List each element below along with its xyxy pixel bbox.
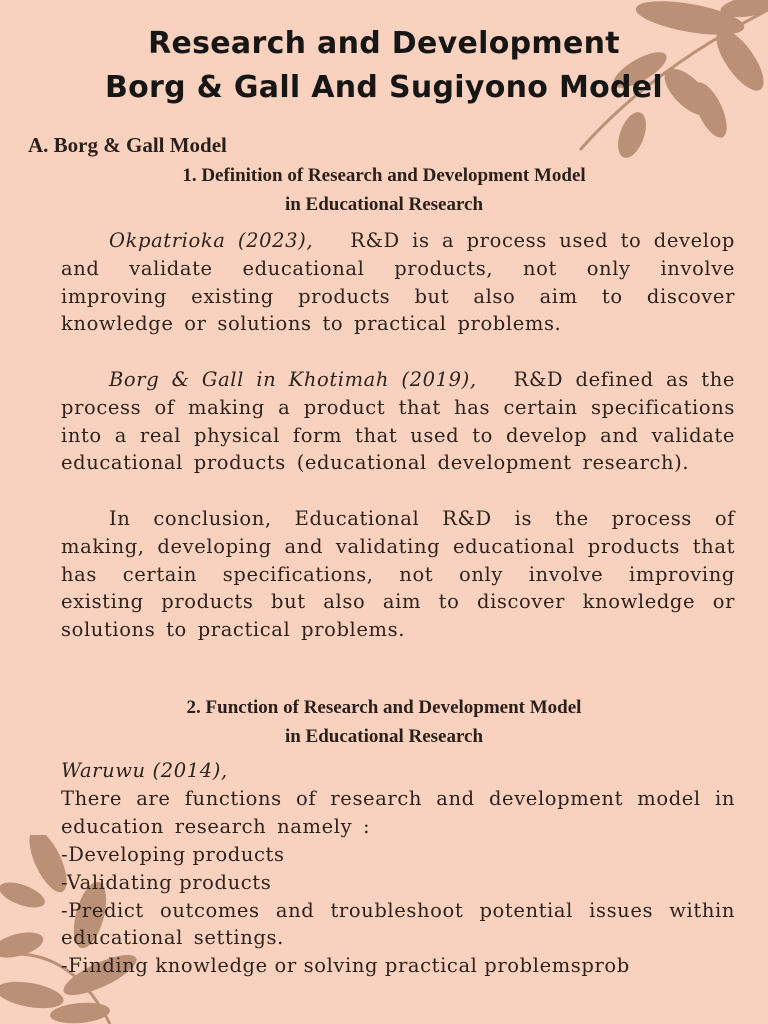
- citation: Okpatrioka (2023),: [109, 229, 314, 252]
- function-citation: Waruwu (2014),: [61, 759, 228, 782]
- citation: Borg & Gall in Khotimah (2019),: [109, 368, 477, 391]
- function-intro: There are functions of research and development model in education research namely :: [61, 787, 735, 838]
- definition-paragraph-1: [61, 227, 735, 338]
- subsection-1-heading-cont: in Educational Research: [284, 194, 484, 215]
- section-a-heading: A. Borg & Gall Model: [28, 133, 227, 157]
- subsection-2-heading: 2. Function of Research and Development Model: [186, 697, 582, 718]
- subsection-1-heading: 1. Definition of Research and Development Model: [182, 165, 586, 186]
- list-item: -Validating products: [61, 870, 272, 894]
- list-item: -Predict outcomes and troubleshoot potential issues within educational settings.: [61, 898, 735, 950]
- paragraph-text: In conclusion, Educational R&D is the process of making, developing and validating educational products that has certain specifications, not only involve improving existing products but also aim to discover knowledge or solutions to practical problems.: [61, 507, 735, 642]
- definition-paragraph-2: [61, 366, 735, 477]
- list-item: -Finding knowledge or solving practical problemsprob: [61, 954, 630, 978]
- paragraph-text: R&D is a process used to develop and validate educational products, not only involve improving existing products but also aim to discover knowledge or solutions to practical problems.: [61, 229, 735, 336]
- paragraph-text: R&D defined as the process of making a product that has certain specifications into a real physical form that used to develop and validate educational products (educational development research).: [61, 368, 735, 475]
- page-title-line-1: Research and Development: [148, 26, 620, 61]
- conclusion-paragraph: [61, 505, 735, 644]
- list-item: -Developing products: [61, 843, 285, 866]
- subsection-2-heading-cont: in Educational Research: [284, 726, 484, 747]
- function-list: [61, 841, 735, 980]
- page-title-line-2: Borg & Gall And Sugiyono Model: [104, 70, 664, 105]
